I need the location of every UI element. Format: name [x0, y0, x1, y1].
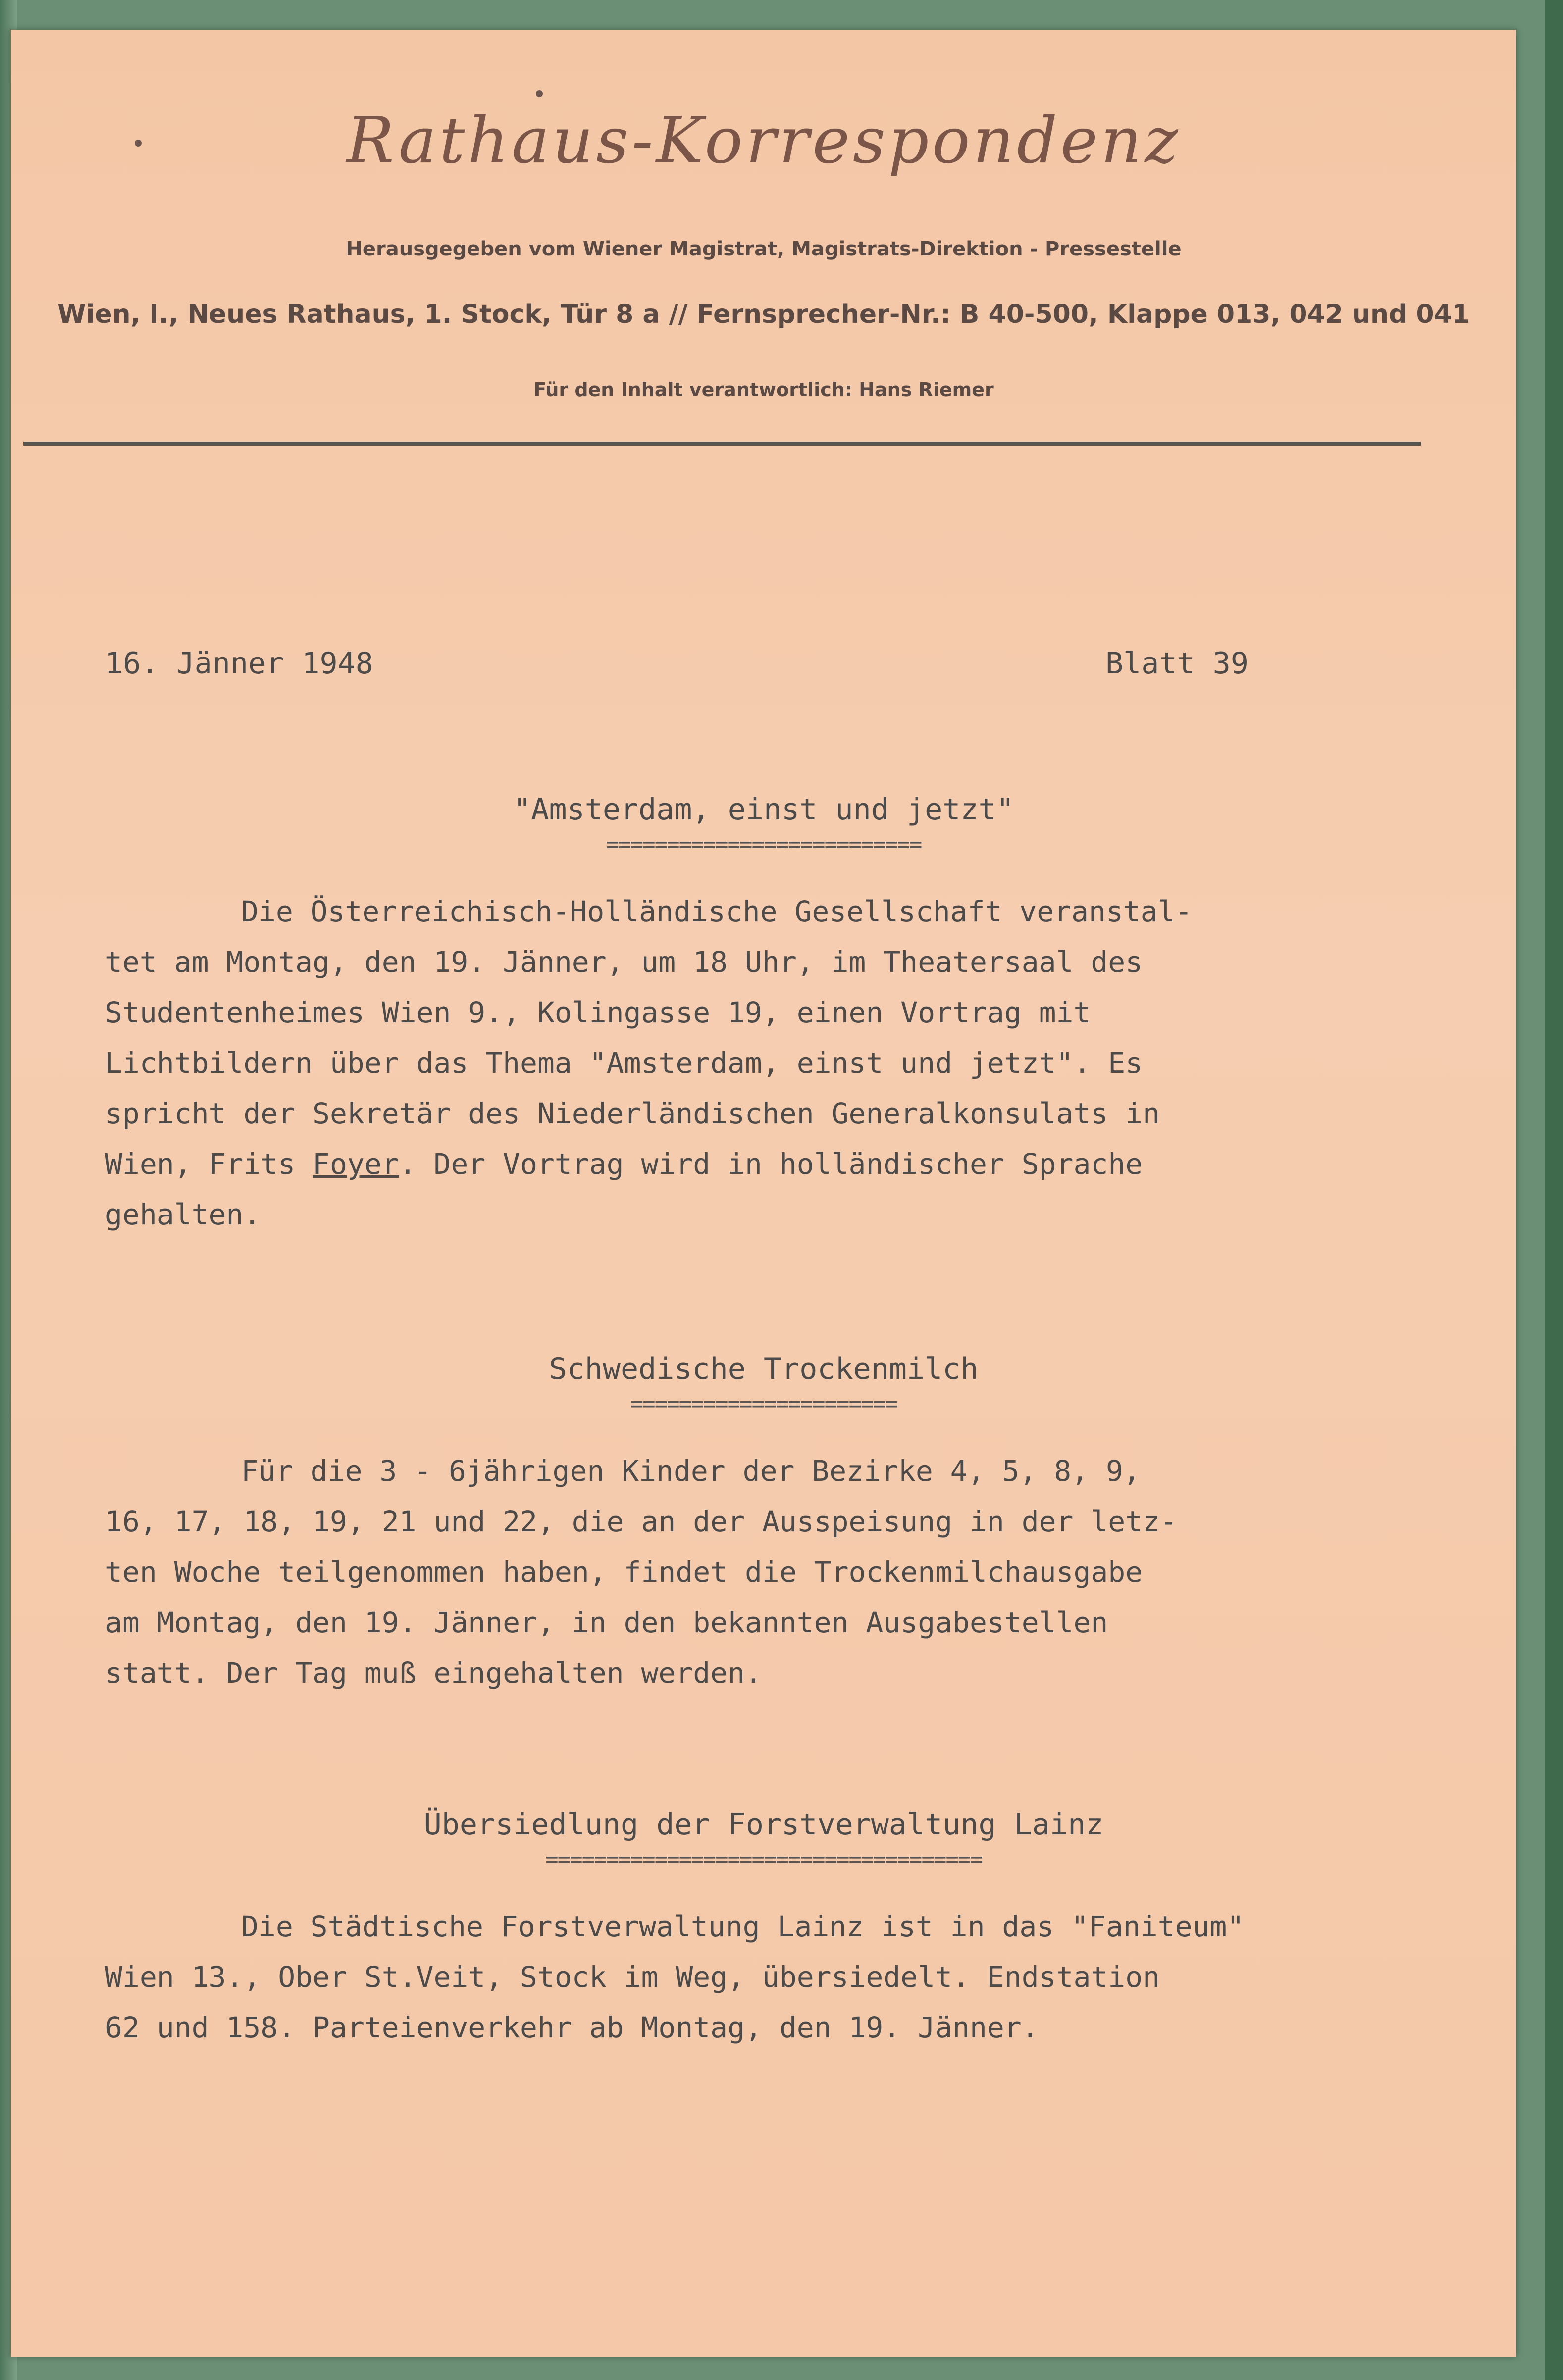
article-heading: "Amsterdam, einst und jetzt": [513, 792, 1014, 827]
speaker-name: Foyer: [313, 1147, 399, 1181]
article-line-part: Wien, Frits: [105, 1147, 313, 1181]
sheet-number: Blatt 39: [1105, 646, 1249, 681]
article-line: statt. Der Tag muß eingehalten werden.: [105, 1656, 762, 1690]
article-body: [105, 886, 1452, 1240]
masthead-address: Wien, I., Neues Rathaus, 1. Stock, Tür 8 a // Fernsprecher-Nr.: B 40-500, Klappe 013, 042 und 041: [57, 300, 1470, 329]
paper-mark-dot: [536, 90, 543, 97]
article-line: tet am Montag, den 19. Jänner, um 18 Uhr, im Theatersaal des: [105, 945, 1143, 979]
article-line: 62 und 158. Parteienverkehr ab Montag, den 19. Jänner.: [105, 2011, 1039, 2044]
article-line: Studentenheimes Wien 9., Kolingasse 19, einen Vortrag mit: [105, 996, 1091, 1029]
article-heading: Übersiedlung der Forstverwaltung Lainz: [423, 1807, 1104, 1842]
heading-underline: ====================================: [545, 1847, 982, 1872]
article-line: [105, 1139, 1452, 1189]
article-line-part: . Der Vortrag wird in holländischer Sprache: [399, 1147, 1143, 1181]
masthead-responsible: Für den Inhalt verantwortlich: Hans Riemer: [533, 379, 994, 401]
masthead-title: Rathaus-Korrespondenz: [346, 104, 1181, 178]
article-line: Wien 13., Ober St.Veit, Stock im Weg, übersiedelt. Endstation: [105, 1960, 1160, 1994]
article-line: am Montag, den 19. Jänner, in den bekannten Ausgabestellen: [105, 1606, 1108, 1639]
article-line: Die Österreichisch-Holländische Gesellschaft veranstal-: [241, 895, 1193, 928]
article-line: Für die 3 - 6jährigen Kinder der Bezirke 4, 5, 8, 9,: [241, 1454, 1141, 1488]
article-line: Die Städtische Forstverwaltung Lainz ist in das "Faniteum": [241, 1910, 1245, 1943]
article-heading: Schwedische Trockenmilch: [549, 1352, 979, 1386]
document-page: [11, 30, 1516, 2357]
article-body: [105, 1446, 1452, 1698]
article-line: 16, 17, 18, 19, 21 und 22, die an der Ausspeisung in der letz-: [105, 1505, 1177, 1538]
masthead-publisher: Herausgegeben vom Wiener Magistrat, Magistrats-Direktion - Pressestelle: [346, 238, 1182, 260]
article-line: gehalten.: [105, 1198, 261, 1231]
heading-underline: ======================: [630, 1391, 897, 1417]
article-line: Lichtbildern über das Thema "Amsterdam, einst und jetzt". Es: [105, 1046, 1143, 1080]
article-line: spricht der Sekretär des Niederländischen Generalkonsulats in: [105, 1097, 1160, 1130]
article-line: ten Woche teilgenommen haben, findet die Trockenmilchausgabe: [105, 1555, 1143, 1589]
masthead-rule: [23, 442, 1421, 446]
heading-underline: ==========================: [606, 832, 922, 857]
document-date: 16. Jänner 1948: [105, 646, 373, 681]
article-body: [105, 1901, 1452, 2053]
